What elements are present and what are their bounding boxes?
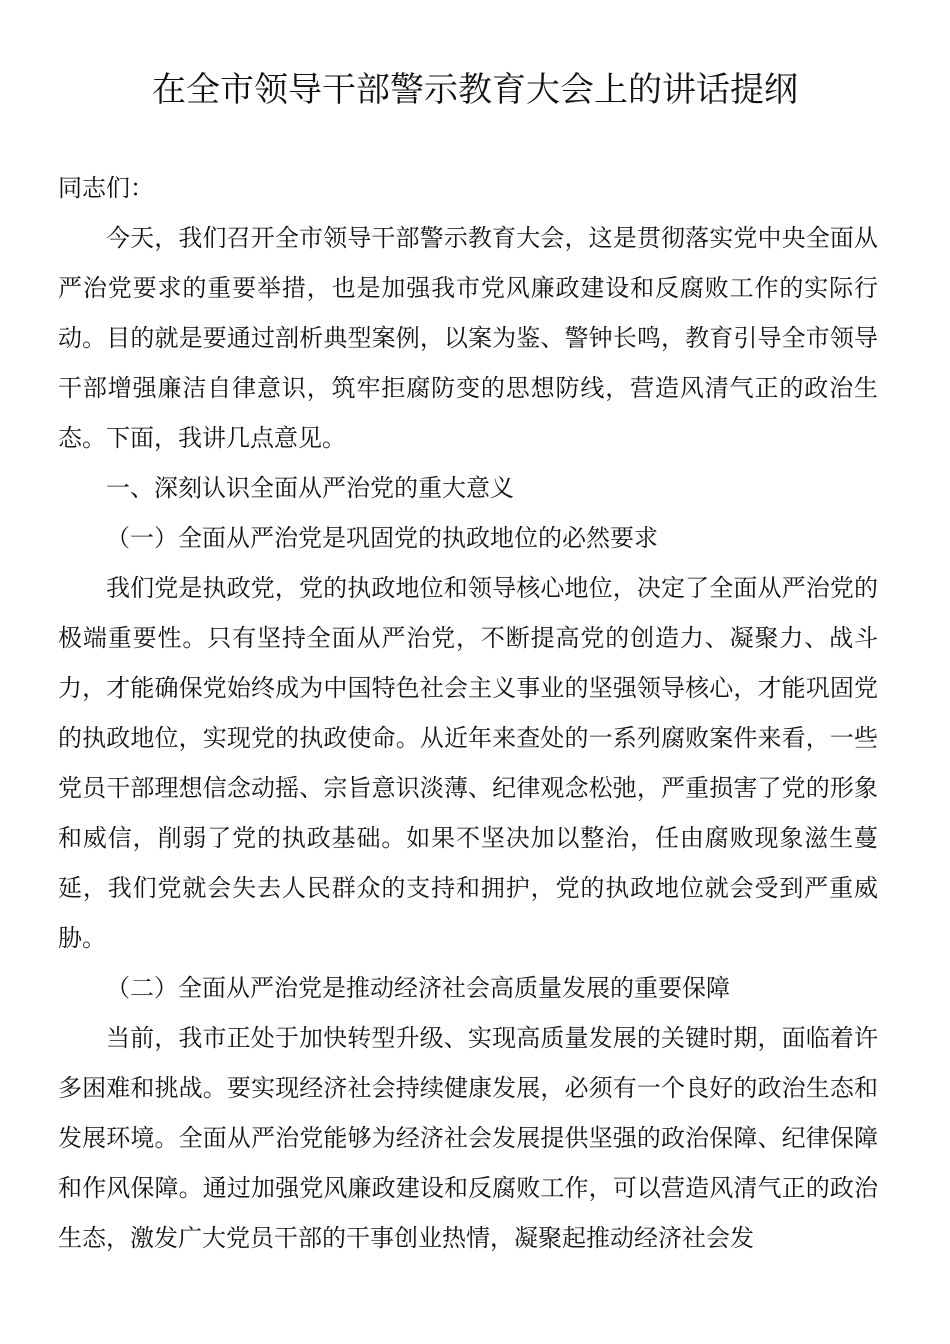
subsection-paragraph-1: 我们党是执政党，党的执政地位和领导核心地位，决定了全面从严治党的极端重要性。只有坚持全面从严治党，不断提高党的创造力、凝聚力、战斗力，才能确保党始终成为中国特色社会主义事业的坚强领导核心，才能巩固党的执政地位，实现党的执政使命。从近年来查处的一系列腐败案件来看，一些党员干部理想信念动摇、宗旨意识淡薄、纪律观念松弛，严重损害了党的形象和威信，削弱了党的执政基础。如果不坚决加以整治，任由腐败现象滋生蔓延，我们党就会失去人民群众的支持和拥护，党的执政地位就会受到严重威胁。 xyxy=(58,574,878,952)
intro-paragraph: 今天，我们召开全市领导干部警示教育大会，这是贯彻落实党中央全面从严治党要求的重要举措，也是加强我市党风廉政建设和反腐败工作的实际行动。目的就是要通过剖析典型案例，以案为鉴、警钟长鸣，教育引导全市领导干部增强廉洁自律意识，筑牢拒腐防变的思想防线，营造风清气正的政治生态。下面，我讲几点意见。 xyxy=(58,224,878,452)
salutation: 同志们： xyxy=(58,174,154,202)
document-body xyxy=(58,163,878,1263)
document-title: 在全市领导干部警示教育大会上的讲话提纲 xyxy=(152,70,798,110)
subsection-heading-1: （一）全面从严治党是巩固党的执政地位的必然要求 xyxy=(106,524,658,552)
section-heading: 一、深刻认识全面从严治党的重大意义 xyxy=(106,474,514,502)
subsection-heading-2: （二）全面从严治党是推动经济社会高质量发展的重要保障 xyxy=(106,974,730,1002)
subsection-paragraph-2: 当前，我市正处于加快转型升级、实现高质量发展的关键时期，面临着许多困难和挑战。要实现经济社会持续健康发展，必须有一个良好的政治生态和发展环境。全面从严治党能够为经济社会发展提供坚强的政治保障、纪律保障和作风保障。通过加强党风廉政建设和反腐败工作，可以营造风清气正的政治生态，激发广大党员干部的干事创业热情，凝聚起推动经济社会发 xyxy=(58,1024,878,1252)
